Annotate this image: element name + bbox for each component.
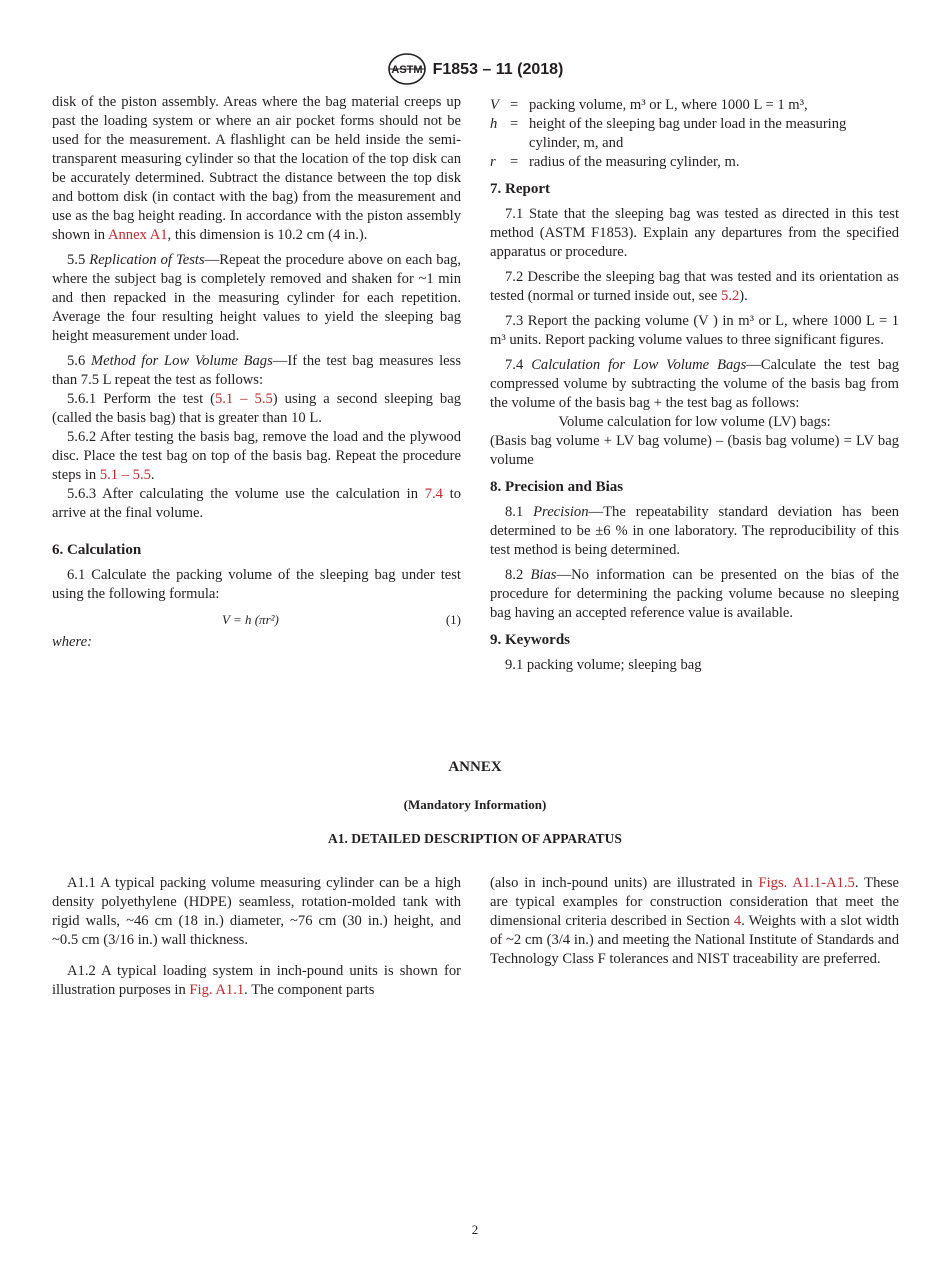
annex-left-column <box>52 874 461 1000</box>
fig-a1-1-link[interactable]: Fig. A1.1 <box>189 982 245 998</box>
annex-section-heading: A1. DETAILED DESCRIPTION OF APPARATUS <box>328 831 622 846</box>
low-volume-formula: (Basis bag volume + LV bag volume) – (basis bag volume) = LV bag volume <box>490 433 899 468</box>
paragraph-continued: disk of the piston assembly. Areas where the bag material creeps up past the loading system or where an air pocket forms should not be used for the measurement. A flashlight can be held inside the semi-transparent measuring cylinder so that the location of the top disk can be accurately determined. Subtract the distance between the top disk and bottom disk (in contact with the bag) from the measurement and use as the bag height reading. In accordance with the piston assembly shown in Annex A1, this dimension is 10.2 cm (4 in.). <box>52 94 461 243</box>
annex-continued: (also in inch-pound units) are illustrated in Figs. A1.1-A1.5. These are typical examples for construction consideration that meet the dimensional criteria described in Section 4. Weights with a slot width of ~2 cm (3/4 in.) and meeting the National Institute of Standards and Technology Class F tolerances and NIST traceability are preferred. <box>490 875 900 967</box>
definition-text: packing volume, m³ or L, where 1000 L = 1 m³, <box>529 97 808 113</box>
variable-definitions <box>490 96 899 172</box>
heading-report: 7. Report <box>490 181 550 197</box>
section-7-1: 7.1 State that the sleeping bag was tested as directed in this test method (ASTM F1853). Explain any departures from the specified apparatus or procedure. <box>490 206 899 260</box>
right-column <box>490 96 899 675</box>
left-column <box>52 93 461 652</box>
section-5-1-5-5-link[interactable]: 5.1 – 5.5 <box>214 391 273 407</box>
definition-row <box>490 153 899 172</box>
low-volume-label: Volume calculation for low volume (LV) bags: <box>558 414 831 430</box>
definition-text: height of the sleeping bag under load in the measuring cylinder, m, and <box>529 116 847 151</box>
section-7-4: 7.4 Calculation for Low Volume Bags—Calculate the test bag compressed volume by subtracting the volume of the basis bag from the volume of the basis bag + the test bag as follows: <box>490 357 899 411</box>
section-7-3: 7.3 Report the packing volume (V ) in m³ or L, where 1000 L = 1 m³ units. Report packing volume values to three significant figures. <box>490 313 899 348</box>
section-5-6: 5.6 Method for Low Volume Bags—If the test bag measures less than 7.5 L repeat the test as follows: <box>52 353 462 388</box>
equation-number: (1) <box>445 612 461 627</box>
section-5-2-link[interactable]: 5.2 <box>721 288 740 304</box>
annex-a1-link[interactable]: Annex A1 <box>107 227 168 243</box>
section-8-2: 8.2 Bias—No information can be presented on the bias of the procedure for determining the packing volume because no sleeping bag having an accepted reference value is available. <box>490 567 900 621</box>
equation-formula: V = h (πr²) <box>222 612 279 627</box>
section-9-1: 9.1 packing volume; sleeping bag <box>505 657 702 673</box>
section-5-6-1: 5.6.1 Perform the test (5.1 – 5.5) using a second sleeping bag (called the basis bag) that is greater than 10 L. <box>52 391 461 426</box>
section-7-4-link[interactable]: 7.4 <box>424 486 443 502</box>
section-a1-1: A1.1 A typical packing volume measuring cylinder can be a high density polyethylene (HDPE) seamless, rotation-molded tank with rigid walls, ~46 cm (18 in.) diameter, ~76 cm (30 in.) height, and ~0.5 cm (3/16 in.) wall thickness. <box>52 875 461 948</box>
astm-logo-icon <box>387 52 427 86</box>
section-8-1: 8.1 Precision—The repeatability standard deviation has been determined to be ±6 % in one laboratory. The reproducibility of this test method is being determined. <box>490 504 899 558</box>
definition-symbol: r <box>490 154 496 170</box>
definition-equals: = <box>510 116 519 132</box>
heading-keywords: 9. Keywords <box>490 632 570 648</box>
section-5-1-5-5-link-2[interactable]: 5.1 – 5.5 <box>99 467 151 483</box>
figs-a1-1-a1-5-link[interactable]: Figs. A1.1-A1.5 <box>758 875 855 891</box>
definition-equals: = <box>510 97 519 113</box>
section-7-2: 7.2 Describe the sleeping bag that was tested and its orientation as tested (normal or turned inside out, see 5.2). <box>490 269 899 304</box>
standard-designation: F1853 – 11 (2018) <box>432 60 564 78</box>
equation-1 <box>52 610 461 629</box>
section-5-5: 5.5 Replication of Tests—Repeat the procedure above on each bag, where the subject bag is completely removed and shaken for ~1 min and then repacked in the measuring cylinder for each repetition. Average the four resulting height values to yield the sleeping bag height measurement under load. <box>52 252 462 344</box>
page-number: 2 <box>471 1222 479 1237</box>
annex-right-column <box>490 874 899 969</box>
heading-calculation: 6. Calculation <box>52 542 142 558</box>
where-label: where: <box>52 634 92 650</box>
definition-equals: = <box>510 154 519 170</box>
definition-text: radius of the measuring cylinder, m. <box>529 154 740 170</box>
definition-symbol: V <box>490 97 499 113</box>
section-a1-2: A1.2 A typical loading system in inch-pound units is shown for illustration purposes in Fig. A1.1. The component parts <box>52 963 461 998</box>
svg-text:ASTM: ASTM <box>391 64 423 76</box>
definition-row <box>490 96 899 115</box>
section-5-6-3: 5.6.3 After calculating the volume use the calculation in 7.4 to arrive at the final volume. <box>52 486 461 521</box>
definition-symbol: h <box>490 116 498 132</box>
heading-precision-bias: 8. Precision and Bias <box>490 479 624 495</box>
section-4-link[interactable]: 4 <box>733 913 742 929</box>
page-header <box>0 52 950 86</box>
annex-subtitle: (Mandatory Information) <box>403 797 547 812</box>
annex-title: ANNEX <box>448 759 502 775</box>
section-6-1: 6.1 Calculate the packing volume of the sleeping bag under test using the following formula: <box>52 567 461 602</box>
definition-row <box>490 115 899 153</box>
section-5-6-2: 5.6.2 After testing the basis bag, remove the load and the plywood disc. Place the test bag on top of the basis bag. Repeat the procedure steps in 5.1 – 5.5. <box>52 429 461 483</box>
